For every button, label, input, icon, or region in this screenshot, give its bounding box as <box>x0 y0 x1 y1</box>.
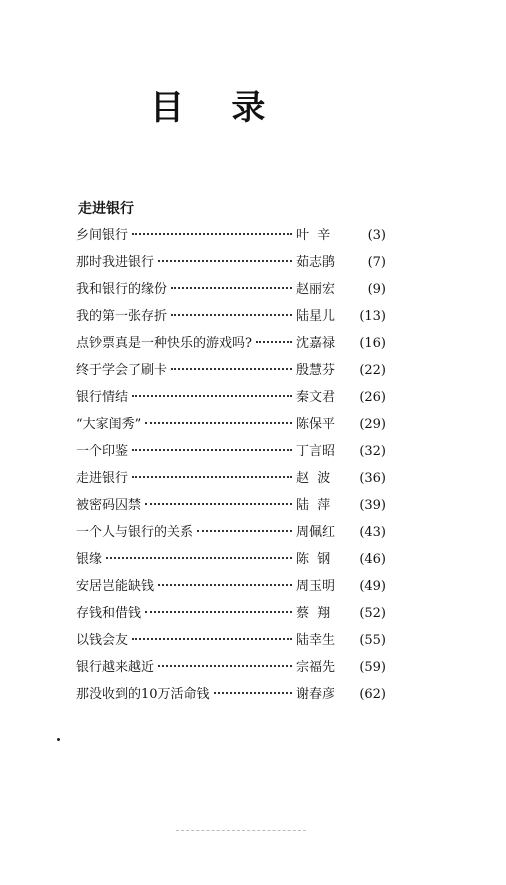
toc-entry[interactable] <box>76 577 386 604</box>
dot-leader <box>106 557 292 559</box>
dot-leader <box>145 503 292 505</box>
toc-entry-author: 周佩红 <box>296 525 336 540</box>
toc-entry[interactable] <box>76 442 386 469</box>
toc-entry[interactable] <box>76 523 386 550</box>
toc-entry[interactable] <box>76 415 386 442</box>
dot-leader <box>171 287 292 289</box>
toc-entry[interactable] <box>76 496 386 523</box>
toc-entry-title: 银缘 <box>76 552 103 567</box>
toc-entry-title: 乡间银行 <box>76 228 129 243</box>
dot-leader <box>197 530 292 532</box>
toc-entry-title: 以钱会友 <box>76 633 129 648</box>
toc-entry[interactable] <box>76 604 386 631</box>
toc-entry-author: 陈 钢 <box>296 552 331 567</box>
toc-entry-title: 被密码囚禁 <box>76 498 142 513</box>
page-title: 目 录 <box>150 88 266 128</box>
toc-entry-page: (62) <box>359 687 386 702</box>
stray-mark <box>57 738 60 741</box>
toc-entry[interactable] <box>76 280 386 307</box>
dot-leader <box>145 611 292 613</box>
dot-leader <box>132 476 292 478</box>
dot-leader <box>132 233 292 235</box>
toc-entry-page: (39) <box>359 498 386 513</box>
toc-entry-page: (46) <box>359 552 386 567</box>
dot-leader <box>214 692 292 694</box>
toc-entry-title: 终于学会了刷卡 <box>76 363 168 378</box>
toc-entry[interactable] <box>76 550 386 577</box>
toc-entry-author: 赵 波 <box>296 471 331 486</box>
toc-entry-page: (36) <box>359 471 386 486</box>
toc-entry-page: (13) <box>359 309 386 324</box>
toc-entry-author: 殷慧芬 <box>296 363 336 378</box>
toc-entry-page: (26) <box>359 390 386 405</box>
toc-entry-page: (52) <box>359 606 386 621</box>
toc-entry-author: 丁言昭 <box>296 444 336 459</box>
toc-entry-page: (55) <box>359 633 386 648</box>
footer-smudge <box>176 828 306 831</box>
toc-entry-author: 蔡 翔 <box>296 606 331 621</box>
toc-entry-author: 茹志鹃 <box>296 255 336 270</box>
toc-entry-title: 存钱和借钱 <box>76 606 142 621</box>
toc-entry[interactable] <box>76 469 386 496</box>
section-heading: 走进银行 <box>78 201 134 217</box>
toc-entry-author: 赵丽宏 <box>296 282 336 297</box>
dot-leader <box>132 638 292 640</box>
toc-entry-author: 陈保平 <box>296 417 336 432</box>
toc-entry[interactable] <box>76 334 386 361</box>
toc-entry-title: 我和银行的缘份 <box>76 282 168 297</box>
toc-entry[interactable] <box>76 685 386 712</box>
toc-entry-page: (22) <box>359 363 386 378</box>
toc-entry[interactable] <box>76 658 386 685</box>
dot-leader <box>158 260 292 262</box>
toc-entry-author: 陆星儿 <box>296 309 336 324</box>
toc-entry-author: 陆幸生 <box>296 633 336 648</box>
toc-entry-title: 一个印鉴 <box>76 444 129 459</box>
toc-entry-author: 陆 萍 <box>296 498 331 513</box>
toc-entry[interactable] <box>76 361 386 388</box>
toc-entry-title: 银行情结 <box>76 390 129 405</box>
toc-entry[interactable] <box>76 226 386 253</box>
dot-leader <box>158 665 292 667</box>
toc-entry-author: 沈嘉禄 <box>296 336 336 351</box>
toc-entry-title: 我的第一张存折 <box>76 309 168 324</box>
toc-entry-author: 叶 辛 <box>296 228 331 243</box>
toc-entry-title: 那时我进银行 <box>76 255 155 270</box>
toc-entry-author: 谢春彦 <box>296 687 336 702</box>
toc-entry-page: (49) <box>359 579 386 594</box>
toc-entry-page: (9) <box>367 282 386 297</box>
dot-leader <box>171 368 292 370</box>
toc-entry-page: (29) <box>359 417 386 432</box>
toc-entry-page: (3) <box>367 228 386 243</box>
toc-entry[interactable] <box>76 388 386 415</box>
toc-entry-title: 走进银行 <box>76 471 129 486</box>
toc-entry-page: (43) <box>359 525 386 540</box>
toc-entry-author: 周玉明 <box>296 579 336 594</box>
table-of-contents <box>76 226 386 712</box>
dot-leader <box>132 449 292 451</box>
dot-leader <box>145 422 292 424</box>
toc-entry-title: 银行越来越近 <box>76 660 155 675</box>
dot-leader <box>132 395 292 397</box>
dot-leader <box>256 341 292 343</box>
dot-leader <box>158 584 292 586</box>
toc-entry-title: 那没收到的10万活命钱 <box>76 687 210 702</box>
toc-entry-title: “大家闺秀” <box>76 417 142 432</box>
toc-entry-title: 安居岂能缺钱 <box>76 579 155 594</box>
toc-entry-author: 秦文君 <box>296 390 336 405</box>
toc-entry-author: 宗福先 <box>296 660 336 675</box>
toc-entry-page: (59) <box>359 660 386 675</box>
toc-entry[interactable] <box>76 631 386 658</box>
toc-entry-page: (32) <box>359 444 386 459</box>
toc-entry[interactable] <box>76 253 386 280</box>
toc-entry[interactable] <box>76 307 386 334</box>
toc-entry-title: 点钞票真是一种快乐的游戏吗? <box>76 336 252 351</box>
toc-entry-page: (16) <box>359 336 386 351</box>
toc-entry-page: (7) <box>367 255 386 270</box>
dot-leader <box>171 314 292 316</box>
toc-entry-title: 一个人与银行的关系 <box>76 525 194 540</box>
